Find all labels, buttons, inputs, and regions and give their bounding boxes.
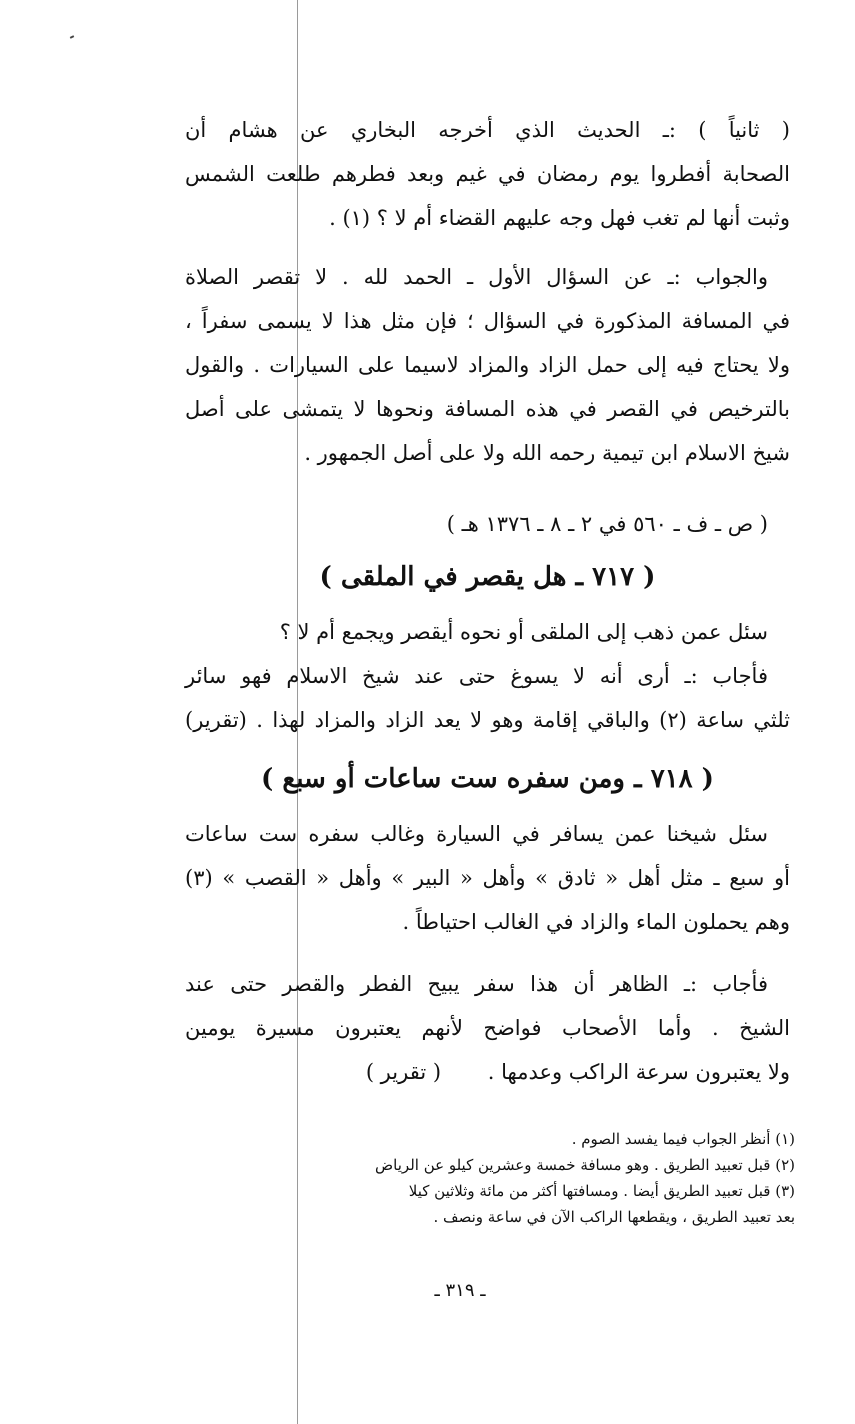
- answer-line: الشيخ . وأما الأصحاب فواضح لأنهم يعتبرون مسيرة يومين: [185, 1016, 790, 1040]
- intro-line: الصحابة أفطروا يوم رمضان في غيم وبعد فطرهم طلعت الشمس: [185, 162, 790, 186]
- footnote-2: (٢) قبل تعبيد الطريق . وهو مسافة خمسة وعشرين كيلو عن الرياض: [375, 1156, 795, 1174]
- footnotes: [140, 1126, 795, 1230]
- answer-line: ولا يحتاج فيه إلى حمل الزاد والمزاد لاسيما على السيارات . والقول: [185, 353, 790, 377]
- reference-line: ( ص ـ ف ـ ٥٦٠ في ٢ ـ ٨ ـ ١٣٧٦ هـ ): [446, 512, 768, 536]
- question-717: [185, 610, 790, 742]
- footnote-3-continued: بعد تعبيد الطريق ، ويقطعها الراكب الآن في ساعة ونصف .: [433, 1208, 795, 1226]
- answer-line: والجواب :ـ عن السؤال الأول ـ الحمد لله . لا تقصر الصلاة: [185, 265, 768, 289]
- answer-line: ولا يعتبرون سرعة الراكب وعدمها . ( تقرير ): [365, 1060, 790, 1084]
- heading-717: ( ٧١٧ ـ هل يقصر في الملقى ): [319, 562, 656, 592]
- answer-line: فأجاب :ـ الظاهر أن هذا سفر يبيح الفطر والقصر حتى عند: [185, 972, 768, 996]
- reference-block: [185, 502, 790, 546]
- question-line: وهم يحملون الماء والزاد في الغالب احتياطاً .: [402, 910, 790, 934]
- intro-line: ( ثانياً ) :ـ الحديث الذي أخرجه البخاري عن هشام أن: [185, 118, 790, 142]
- question-line: فأجاب :ـ أرى أنه لا يسوغ حتى عند شيخ الاسلام فهو سائر: [185, 664, 768, 688]
- answer-718: [185, 962, 790, 1094]
- heading-718: ( ٧١٨ ـ ومن سفره ست ساعات أو سبع ): [261, 764, 714, 794]
- answer-line: شيخ الاسلام ابن تيمية رحمه الله ولا على أصل الجمهور .: [304, 441, 790, 465]
- answer-line: في المسافة المذكورة في السؤال ؛ فإن مثل هذا لا يسمى سفراً ،: [185, 309, 790, 333]
- question-line: سئل شيخنا عمن يسافر في السيارة وغالب سفره ست ساعات: [185, 822, 768, 846]
- intro-line: وثبت أنها لم تغب فهل وجه عليهم القضاء أم لا ؟ (١) .: [329, 206, 790, 230]
- page-number: ـ ٣١٩ ـ: [434, 1280, 486, 1301]
- footnote-1: (١) أنظر الجواب فيما يفسد الصوم .: [571, 1130, 795, 1148]
- question-line: أو سبع ـ مثل أهل « ثادق » وأهل « البير » وأهل « القصب » (٣): [185, 866, 790, 890]
- intro-paragraph: [185, 108, 790, 240]
- question-line: ثلثي ساعة (٢) والباقي إقامة وهو لا يعد الزاد والمزاد لهذا . (تقرير): [185, 708, 790, 732]
- answer-line: بالترخيص في القصر في هذه المسافة ونحوها لا يتمشى على أصل: [185, 397, 790, 421]
- footnote-3: (٣) قبل تعبيد الطريق أيضا . ومسافتها أكثر من مائة وثلاثين كيلا: [408, 1182, 795, 1200]
- scan-speck: [70, 35, 74, 39]
- answer-paragraph: [185, 255, 790, 475]
- question-line: سئل عمن ذهب إلى الملقى أو نحوه أيقصر ويجمع أم لا ؟: [279, 620, 768, 644]
- question-718: [185, 812, 790, 944]
